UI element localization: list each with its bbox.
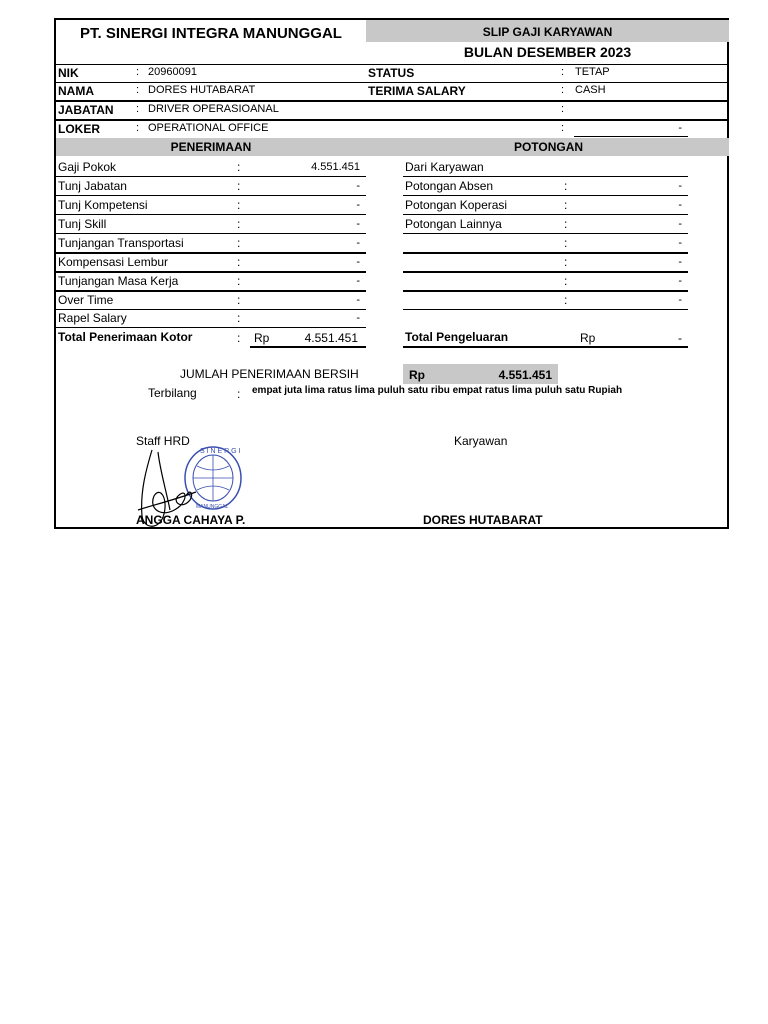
net-pay-label: JUMLAH PENERIMAAN BERSIH [180,367,359,381]
row-label: Tunjangan Transportasi [58,236,184,250]
colon: : [561,122,565,134]
divider [56,64,729,65]
employee-title: Karyawan [454,434,508,448]
row-value: 4.551.451 [311,161,360,173]
colon: : [237,236,241,250]
nama-label: NAMA [58,84,94,98]
divider [56,252,366,254]
row-value: - [356,256,360,268]
colon: : [564,198,568,212]
total-penerimaan-label: Total Penerimaan Kotor [58,330,193,344]
colon: : [561,84,565,96]
potongan-subheader: Dari Karyawan [405,160,484,174]
divider [574,136,688,137]
row-value: - [356,275,360,287]
row-value: - [356,294,360,306]
row-value: - [678,218,682,230]
divider [56,233,366,234]
divider [403,309,688,310]
row-value: - [356,218,360,230]
divider [56,100,729,102]
divider [56,82,729,83]
row-value: - [356,312,360,324]
row-value: - [678,256,682,268]
total-pengeluaran-value: - [678,331,682,345]
divider [56,327,366,328]
status-value: TETAP [575,66,610,78]
row-label: Tunj Kompetensi [58,198,148,212]
colon: : [237,293,241,307]
row-label: Rapel Salary [58,311,127,325]
colon: : [136,122,140,134]
total-pengeluaran-label: Total Pengeluaran [405,330,509,344]
potongan-header: POTONGAN [513,140,584,154]
svg-text:S I N E R G I: S I N E R G I [200,448,241,455]
loker-value: OPERATIONAL OFFICE [148,122,269,134]
row-label: Gaji Pokok [58,160,117,174]
total-penerimaan-currency: Rp [254,331,270,345]
row-value: - [678,199,682,211]
colon: : [564,217,568,231]
divider [403,290,688,292]
employee-name: DORES HUTABARAT [423,513,543,527]
divider [56,309,366,310]
row-label: Potongan Koperasi [405,198,508,212]
divider [403,195,688,196]
colon: : [564,236,568,250]
colon: : [564,293,568,307]
colon: : [136,84,140,96]
divider [403,176,688,177]
row-value: - [678,294,682,306]
loker-label: LOKER [58,122,100,136]
colon: : [237,160,241,174]
row-value: - [356,237,360,249]
divider [403,214,688,215]
jabatan-label: JABATAN [58,103,114,117]
divider [56,214,366,215]
net-pay-value: 4.551.451 [498,368,552,382]
colon: : [237,274,241,288]
row-label: Tunj Jabatan [58,179,127,193]
row-label: Kompensasi Lembur [58,255,169,269]
colon: : [237,311,241,325]
nama-value: DORES HUTABARAT [148,84,256,96]
divider [250,346,366,348]
hrd-name: ANGGA CAHAYA P. [136,513,246,527]
total-pengeluaran-currency: Rp [580,331,596,345]
nik-label: NIK [58,66,79,80]
terbilang-label: Terbilang [148,386,197,400]
row-label: Over Time [58,293,114,307]
salary-slip [54,18,729,529]
terbilang-value: empat juta lima ratus lima puluh satu ribu empat ratus lima puluh satu Rupiah [252,385,623,396]
divider [56,119,729,121]
row-label: Tunjangan Masa Kerja [58,274,179,288]
colon: : [564,274,568,288]
slip-title: SLIP GAJI KARYAWAN [482,25,613,39]
colon: : [237,387,241,401]
hrd-title: Staff HRD [136,434,190,448]
svg-text:MANUNGGAL: MANUNGGAL [196,504,229,510]
row-label: Tunj Skill [58,217,107,231]
colon: : [237,179,241,193]
divider [403,271,688,273]
penerimaan-header: PENERIMAAN [170,140,252,154]
row-value: - [678,237,682,249]
row-value: - [356,180,360,192]
company-name: PT. SINERGI INTEGRA MANUNGGAL [80,25,342,42]
row-label: Potongan Lainnya [405,217,502,231]
loker-extra-value: - [678,122,682,134]
terima-salary-value: CASH [575,84,606,96]
row-label: Potongan Absen [405,179,494,193]
divider [56,290,366,292]
row-value: - [678,275,682,287]
colon: : [564,179,568,193]
divider [403,346,688,348]
colon: : [237,331,241,345]
nik-value: 20960091 [148,66,197,78]
terima-salary-label: TERIMA SALARY [368,84,466,98]
colon: : [561,103,565,115]
colon: : [237,255,241,269]
status-label: STATUS [368,66,415,80]
colon: : [237,217,241,231]
divider [403,252,688,254]
divider [403,233,688,234]
net-pay-currency: Rp [409,368,425,382]
colon: : [136,103,140,115]
colon: : [237,198,241,212]
colon: : [136,66,140,78]
row-value: - [678,180,682,192]
row-value: - [356,199,360,211]
total-penerimaan-value: 4.551.451 [304,331,358,345]
divider [56,271,366,273]
colon: : [564,255,568,269]
jabatan-value: DRIVER OPERASIOANAL [148,103,279,115]
divider [56,176,366,177]
colon: : [561,66,565,78]
divider [56,195,366,196]
period: BULAN DESEMBER 2023 [463,44,632,60]
